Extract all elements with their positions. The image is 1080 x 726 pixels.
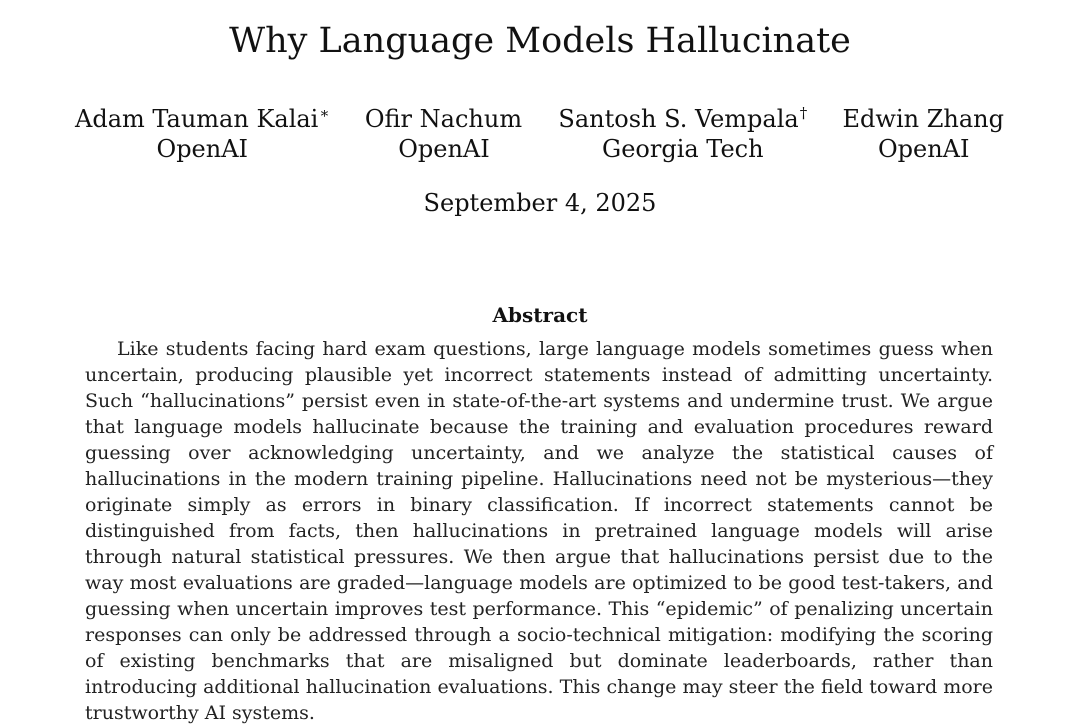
author-footnote-mark: † xyxy=(799,104,808,122)
author-block xyxy=(843,104,1005,164)
author-affiliation: Georgia Tech xyxy=(602,135,764,163)
publication-date: September 4, 2025 xyxy=(423,189,657,217)
paper-title: Why Language Models Hallucinate xyxy=(229,21,851,61)
author-list xyxy=(75,104,1005,164)
author-name-text: Adam Tauman Kalai xyxy=(75,105,319,133)
author-block xyxy=(75,104,330,164)
author-block xyxy=(365,104,523,164)
author-name xyxy=(558,104,807,134)
author-affiliation: OpenAI xyxy=(156,135,249,163)
abstract-body: Like students facing hard exam questions, large language models sometimes guess when uncertain, producing plausible yet incorrect statements instead of admitting uncertainty. Such “hallucinations” persist even in state-of-the-art systems and undermine trust. We argue that language models hallucinate because the training and evaluation procedures reward guessing over acknowledging uncertainty, and we analyze the statistical causes of hallucinations in the modern training pipeline. Hallucinations need not be mysterious—they originate simply as errors in binary classification. If incorrect statements cannot be distinguished from facts, then hallucinations in pretrained language models will arise through natural statistical pressures. We then argue that hallucinations persist due to the way most evaluations are graded—language models are optimized to be good test-takers, and guessing when uncertain improves test performance. This “epidemic” of penalizing uncertain responses can only be addressed through a socio-technical mitigation: modifying the scoring of existing benchmarks that are misaligned but dominate leaderboards, rather than introducing additional hallucination evaluations. This change may steer the field toward more trustworthy AI systems. xyxy=(85,338,993,724)
author-footnote-mark: ∗ xyxy=(319,104,330,122)
author-affiliation: OpenAI xyxy=(877,135,970,163)
author-name-text: Ofir Nachum xyxy=(364,105,523,133)
abstract-heading: Abstract xyxy=(492,303,588,327)
author-affiliation: OpenAI xyxy=(398,135,490,163)
author-name xyxy=(843,104,1005,134)
author-name-text: Santosh S. Vempala xyxy=(558,105,799,133)
author-name xyxy=(75,104,330,134)
author-name xyxy=(365,104,523,134)
author-name-text: Edwin Zhang xyxy=(842,105,1004,133)
author-block xyxy=(558,104,807,164)
